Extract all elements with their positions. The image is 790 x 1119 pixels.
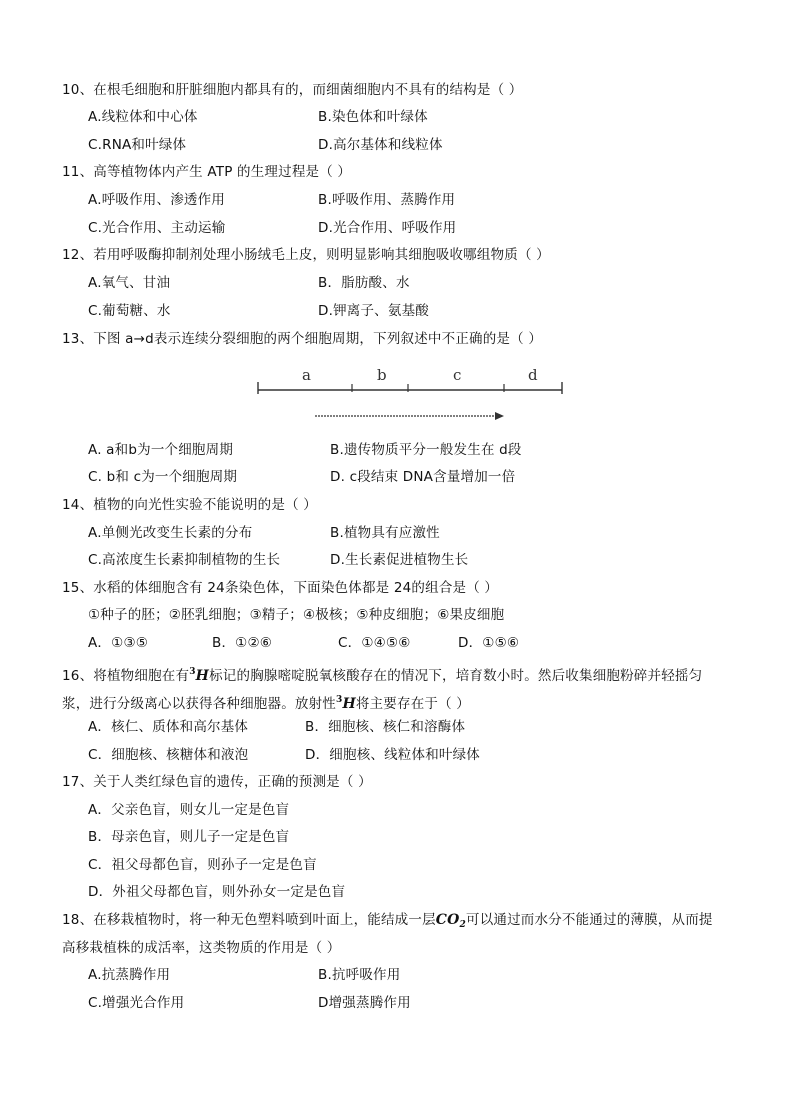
- q10-option-d: D.高尔基体和线粒体: [318, 137, 443, 153]
- question-18-stem-line1: [62, 911, 713, 934]
- question-14-stem: 14、植物的向光性实验不能说明的是（ ）: [62, 497, 317, 513]
- q16-stem-part3: 浆，进行分级离心以获得各种细胞器。放射性: [62, 696, 336, 712]
- question-13-stem: 13、下图 a→d表示连续分裂细胞的两个细胞周期，下列叙述中不正确的是（ ）: [62, 331, 543, 347]
- question-12-stem: 12、若用呼吸酶抑制剂处理小肠绒毛上皮，则明显影响其细胞吸收哪组物质（ ）: [62, 247, 550, 263]
- q14-option-b: B.植物具有应激性: [330, 525, 440, 541]
- q18-stem-part2: 可以通过而水分不能通过的薄膜，从而提: [466, 912, 713, 928]
- q10-option-c: C.RNA和叶绿体: [88, 137, 187, 153]
- tritium-isotope-2: [336, 696, 356, 712]
- cell-cycle-diagram: [250, 360, 570, 430]
- q18-stem-part1: 18、在移栽植物时，将一种无色塑料喷到叶面上，能结成一层: [62, 912, 436, 928]
- q16-stem-part1: 16、将植物细胞在有: [62, 668, 190, 684]
- q10-option-a: A.线粒体和中心体: [88, 109, 198, 125]
- q17-option-d: D．外祖父母都色盲，则外孙女一定是色盲: [88, 884, 346, 900]
- q13-option-a: A. a和b为一个细胞周期: [88, 442, 234, 458]
- q14-option-a: A.单侧光改变生长素的分布: [88, 525, 253, 541]
- question-18-stem-line2: 高移栽植株的成活率，这类物质的作用是（ ）: [62, 940, 341, 956]
- question-17-stem: 17、关于人类红绿色盲的遗传，正确的预测是（ ）: [62, 774, 372, 790]
- segment-label-c: c: [453, 366, 462, 384]
- isotope-symbol-2: H: [342, 696, 356, 712]
- question-16-stem-line1: [62, 663, 702, 685]
- q16-option-b: B．细胞核、核仁和溶酶体: [305, 719, 466, 735]
- tritium-isotope: [189, 668, 209, 684]
- q16-option-c: C．细胞核、核糖体和液泡: [88, 747, 249, 763]
- question-10-stem: 10、在根毛细胞和肝脏细胞内都具有的，而细菌细胞内不具有的结构是（ ）: [62, 82, 523, 98]
- q15-option-a: A．①③⑤: [88, 635, 149, 651]
- q13-option-c: C. b和 c为一个细胞周期: [88, 469, 238, 485]
- q15-option-c: C．①④⑤⑥: [338, 635, 411, 651]
- q15-option-b: B．①②⑥: [212, 635, 273, 651]
- q16-stem-part2: 标记的胸腺嘧啶脱氧核酸存在的情况下，培育数小时。然后收集细胞粉碎并轻摇匀: [209, 668, 703, 684]
- q11-option-b: B.呼吸作用、蒸腾作用: [318, 192, 456, 208]
- q12-option-a: A.氧气、甘油: [88, 275, 171, 291]
- q18-option-b: B.抗呼吸作用: [318, 967, 401, 983]
- time-arrow-head: [495, 412, 504, 420]
- q11-option-d: D.光合作用、呼吸作用: [318, 220, 457, 236]
- q12-option-c: C.葡萄糖、水: [88, 303, 171, 319]
- co2-formula: [436, 912, 466, 928]
- segment-label-a: a: [302, 366, 311, 384]
- q17-option-b: B．母亲色盲，则儿子一定是色盲: [88, 829, 290, 845]
- q18-option-c: C.增强光合作用: [88, 995, 185, 1011]
- question-15-stem: 15、水稻的体细胞含有 24条染色体，下面染色体都是 24的组合是（ ）: [62, 580, 499, 596]
- formula-main: CO: [435, 912, 460, 928]
- segment-label-b: b: [377, 366, 387, 384]
- q18-option-d: D增强蒸腾作用: [318, 995, 411, 1011]
- q17-option-c: C．祖父母都色盲，则孙子一定是色盲: [88, 857, 317, 873]
- isotope-mass-number-2: 3: [336, 695, 343, 705]
- q14-option-d: D.生长素促进植物生长: [330, 552, 469, 568]
- q17-option-a: A．父亲色盲，则女儿一定是色盲: [88, 802, 290, 818]
- question-11-stem: 11、高等植物体内产生 ATP 的生理过程是（ ）: [62, 164, 352, 180]
- q13-option-d: D. c段结束 DNA含量增加一倍: [330, 469, 516, 485]
- q12-option-d: D.钾离子、氨基酸: [318, 303, 429, 319]
- q16-option-a: A．核仁、质体和高尔基体: [88, 719, 249, 735]
- q15-option-d: D．①⑤⑥: [458, 635, 520, 651]
- q18-option-a: A.抗蒸腾作用: [88, 967, 171, 983]
- question-16-stem-line2: [62, 691, 470, 713]
- q11-option-a: A.呼吸作用、渗透作用: [88, 192, 225, 208]
- q12-option-b: B．脂肪酸、水: [318, 275, 410, 291]
- q11-option-c: C.光合作用、主动运输: [88, 220, 226, 236]
- segment-label-d: d: [528, 366, 538, 384]
- q15-items: ①种子的胚；②胚乳细胞；③精子；④极核；⑤种皮细胞；⑥果皮细胞: [88, 607, 505, 623]
- q13-option-b: B.遗传物质平分一般发生在 d段: [330, 442, 522, 458]
- q10-option-b: B.染色体和叶绿体: [318, 109, 428, 125]
- isotope-mass-number: 3: [189, 667, 196, 677]
- q16-option-d: D．细胞核、线粒体和叶绿体: [305, 747, 480, 763]
- q14-option-c: C.高浓度生长素抑制植物的生长: [88, 552, 281, 568]
- isotope-symbol: H: [195, 668, 210, 684]
- q16-stem-part4: 将主要存在于（ ）: [355, 696, 470, 712]
- formula-subscript: 2: [459, 920, 466, 930]
